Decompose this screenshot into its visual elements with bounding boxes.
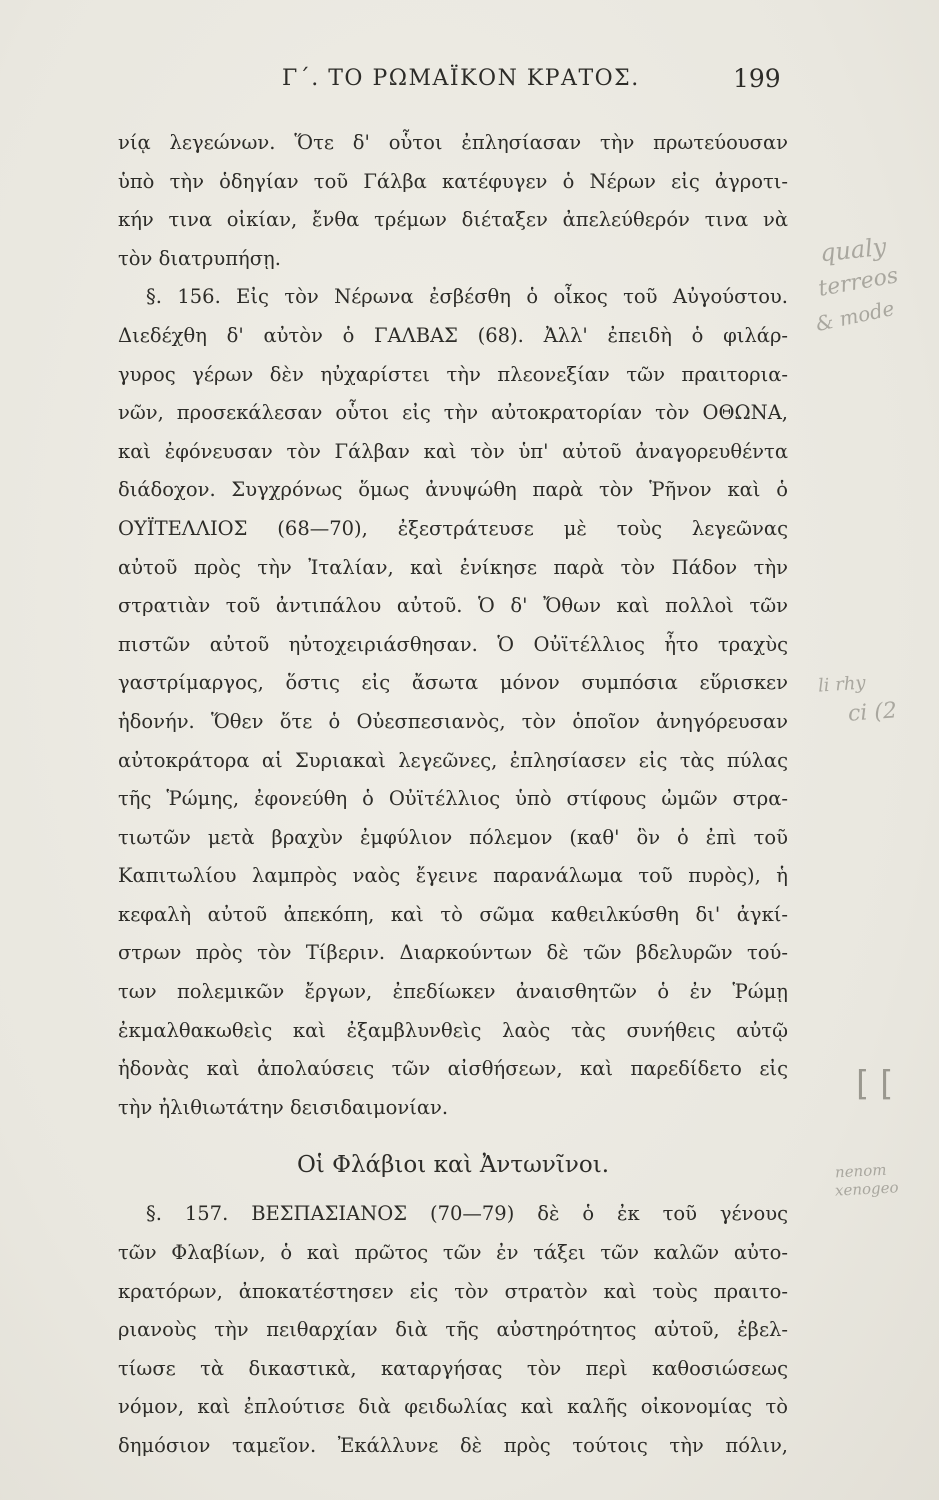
margin-note: nenom	[834, 1160, 887, 1182]
text-line: §. 157. ΒΕΣΠΑΣΙΑΝΟΣ (70—79) δὲ ὁ ἐκ τοῦ γένους	[146, 1202, 788, 1226]
text-line: κεφαλὴ αὐτοῦ ἀπεκόπη, καὶ τὸ σῶμα καθειλκύσθη δι' ἀγκί-	[118, 902, 788, 926]
text-line: ΟΥΪΤΕΛΛΙΟΣ (68—70), ἐξεστράτευσε μὲ τοὺς λεγεῶνας	[118, 516, 788, 540]
text-line: Διεδέχθη δ' αὐτὸν ὁ ΓΑΛΒΑΣ (68). Ἀλλ' ἐπειδὴ ὁ φιλάρ-	[118, 323, 788, 347]
text-line: τῆς Ῥώμης, ἐφονεύθη ὁ Οὐϊτέλλιος ὑπὸ στίφους ὠμῶν στρα-	[118, 787, 788, 811]
main-text	[118, 124, 788, 1466]
text-line: καὶ ἐφόνευσαν τὸν Γάλβαν καὶ τὸν ὑπ' αὐτοῦ ἀναγορευθέντα	[118, 439, 788, 463]
text-line: τίωσε τὰ δικαστικὰ, καταργήσας τὸν περὶ καθοσιώσεως	[118, 1356, 788, 1380]
page-number: 199	[733, 64, 781, 93]
margin-note: li rhy	[817, 672, 867, 697]
text-line: τὴν ἠλιθιωτάτην δεισιδαιμονίαν.	[118, 1095, 449, 1119]
margin-pencil-mark: [ [	[856, 1064, 894, 1104]
text-line: ἡδονὰς καὶ ἀπολαύσεις τῶν αἰσθήσεων, καὶ παρεδίδετο εἰς	[118, 1057, 788, 1081]
text-line: των πολεμικῶν ἔργων, ἐπεδίωκεν ἀναισθητῶν ὁ ἐν Ῥώμῃ	[118, 980, 788, 1004]
text-line: στρων πρὸς τὸν Τίβεριν. Διαρκούντων δὲ τῶν βδελυρῶν τού-	[118, 941, 788, 965]
text-line: ἡδονήν. Ὅθεν ὅτε ὁ Οὐεσπεσιανὸς, τὸν ὁποῖον ἀνηγόρευσαν	[118, 709, 788, 733]
text-line: γυρος γέρων δὲν ηὐχαρίστει τὴν πλεονεξίαν τῶν πραιτορια-	[118, 362, 788, 386]
text-line: κήν τινα οἰκίαν, ἔνθα τρέμων διέταξεν ἀπελεύθερόν τινα νὰ	[118, 208, 788, 232]
text-line: νῶν, προσεκάλεσαν οὗτοι εἰς τὴν αὐτοκρατορίαν τὸν ΟΘΩΝΑ,	[118, 401, 788, 425]
text-line: δημόσιον ταμεῖον. Ἐκάλλυνε δὲ πρὸς τούτοις τὴν πόλιν,	[118, 1434, 788, 1457]
margin-note: & mode	[813, 295, 897, 337]
text-line: Καπιτωλίου λαμπρὸς ναὸς ἔγεινε παρανάλωμα τοῦ πυρὸς), ἡ	[118, 864, 788, 888]
text-line: νίᾳ λεγεώνων. Ὅτε δ' οὗτοι ἐπλησίασαν τὴν πρωτεύουσαν	[118, 131, 788, 154]
text-line: κρατόρων, ἀποκατέστησεν εἰς τὸν στρατὸν καὶ τοὺς πραιτο-	[118, 1279, 788, 1303]
text-line: τιωτῶν μετὰ βραχὺν ἐμφύλιον πόλεμον (καθ' ὃν ὁ ἐπὶ τοῦ	[118, 825, 788, 849]
section-heading: Οἱ Φλάβιοι καὶ Ἀντωνῖνοι.	[296, 1152, 610, 1179]
margin-note: ci (2	[847, 698, 898, 727]
text-line: στρατιὰν τοῦ ἀντιπάλου αὐτοῦ. Ὁ δ' Ὄθων καὶ πολλοὶ τῶν	[118, 594, 788, 618]
margin-note: xenogeo	[834, 1178, 899, 1200]
running-head: Γ΄. ΤΟ ΡΩΜΑΪΚΟΝ ΚΡΑΤΟΣ.	[282, 66, 640, 91]
text-line: τὸν διατρυπήσῃ.	[118, 246, 281, 270]
text-line: γαστρίμαργος, ὅστις εἰς ἄσωτα μόνον συμπόσια εὕρισκεν	[118, 671, 788, 695]
text-line: πιστῶν αὐτοῦ ηὐτοχειριάσθησαν. Ὁ Οὐϊτέλλιος ἦτο τραχὺς	[118, 632, 788, 656]
margin-note: terreos	[816, 263, 901, 302]
text-line: αὐτοκράτορα αἱ Συριακαὶ λεγεῶνες, ἐπλησίασεν εἰς τὰς πύλας	[118, 748, 788, 772]
text-line: αὐτοῦ πρὸς τὴν Ἰταλίαν, καὶ ἐνίκησε παρὰ τὸν Πάδον τὴν	[118, 555, 788, 579]
text-line: ἐκμαλθακωθεὶς καὶ ἐξαμβλυνθεὶς λαὸς τὰς συνήθεις αὐτῷ	[118, 1018, 788, 1042]
text-line: ὑπὸ τὴν ὁδηγίαν τοῦ Γάλβα κατέφυγεν ὁ Νέρων εἰς ἀγροτι-	[118, 169, 788, 193]
text-line: νόμον, καὶ ἐπλούτισε διὰ φειδωλίας καὶ καλῆς οἰκονομίας τὸ	[118, 1395, 788, 1419]
text-line: ριανοὺς τὴν πειθαρχίαν διὰ τῆς αὐστηρότητος αὐτοῦ, ἐβελ-	[118, 1318, 788, 1342]
margin-note: qualy	[818, 232, 888, 268]
text-line: τῶν Φλαβίων, ὁ καὶ πρῶτος τῶν ἐν τάξει τῶν καλῶν αὐτο-	[118, 1241, 788, 1265]
text-line: διάδοχον. Συγχρόνως ὅμως ἀνυψώθη παρὰ τὸν Ῥῆνον καὶ ὁ	[118, 478, 788, 502]
text-line: §. 156. Εἰς τὸν Νέρωνα ἐσβέσθη ὁ οἶκος τοῦ Αὐγούστου.	[146, 285, 788, 309]
